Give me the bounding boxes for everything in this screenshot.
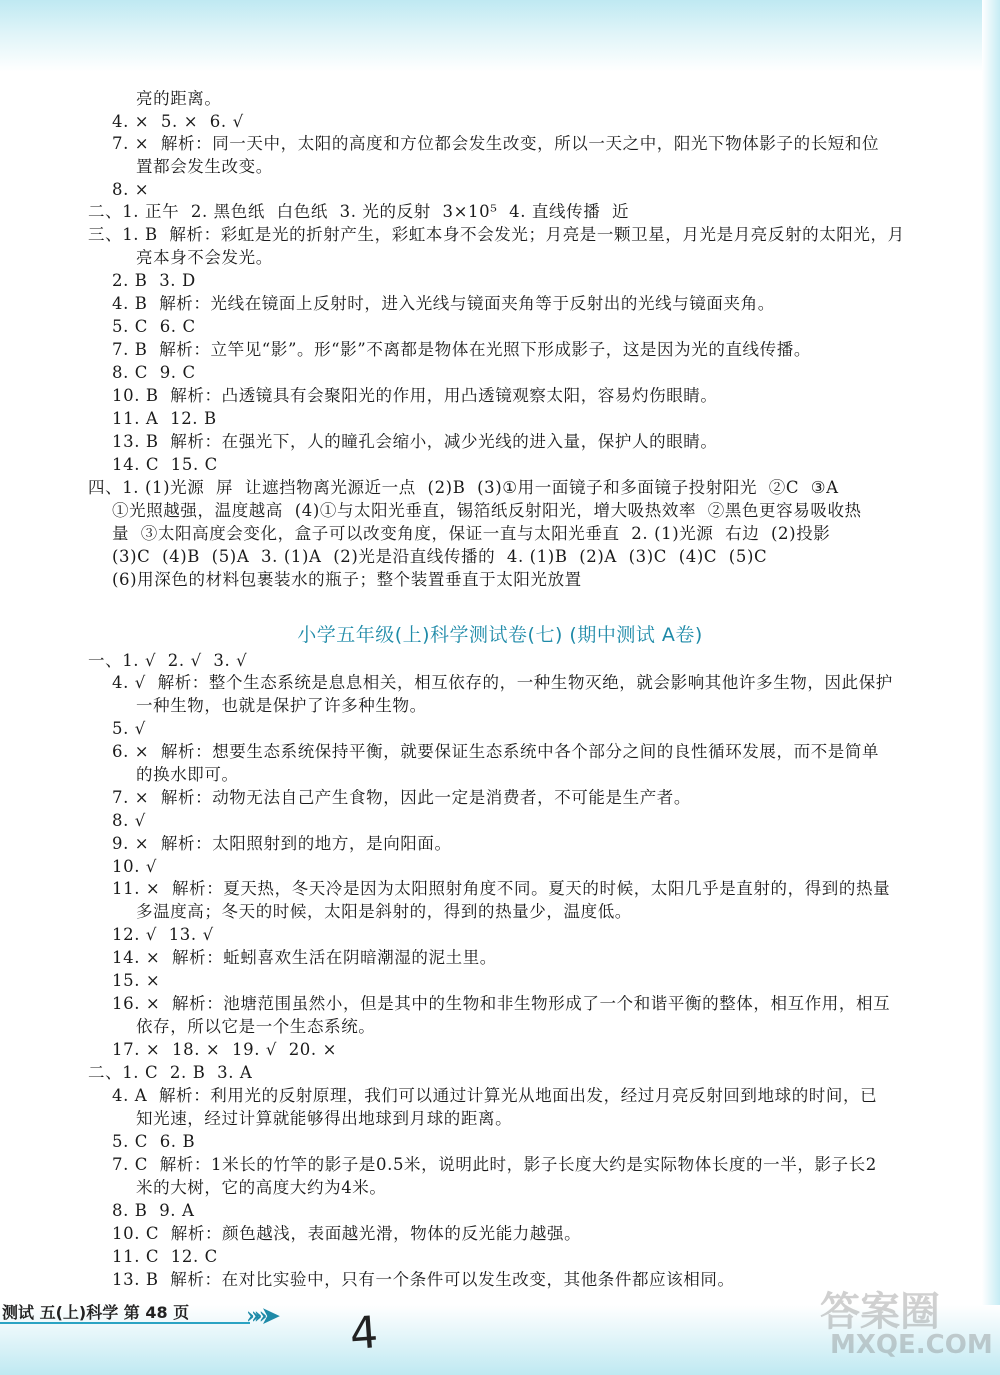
answer-line: 10. √ <box>112 857 157 876</box>
answer-line: 11. C 12. C <box>112 1247 218 1266</box>
answer-line: 依存，所以它是一个生态系统。 <box>136 1017 376 1036</box>
arrow-icon: »»➤ <box>246 1303 274 1329</box>
answer-line: 11. A 12. B <box>112 409 217 428</box>
answer-line: 的换水即可。 <box>136 765 239 784</box>
answer-line: 4. × 5. × 6. √ <box>112 112 244 131</box>
answer-line: 5. C 6. B <box>112 1132 196 1151</box>
answer-line: 7. × 解析：动物无法自己产生食物，因此一定是消费者，不可能是生产者。 <box>112 788 692 807</box>
answer-line: 4. A 解析：利用光的反射原理，我们可以通过计算光从地面出发，经过月亮反射回到地球的时间，已 <box>112 1086 878 1105</box>
answer-line: 8. C 9. C <box>112 363 196 382</box>
answer-line: (3)C (4)B (5)A 3. (1)A (2)光是沿直线传播的 4. (1)B (2)A (3)C (4)C (5)C <box>112 547 768 566</box>
answer-line: 12. √ 13. √ <box>112 925 214 944</box>
answer-line: 二、1. 正午 2. 黑色纸 白色纸 3. 光的反射 3×10⁵ 4. 直线传播 近 <box>88 202 630 221</box>
answer-line: 8. √ <box>112 811 146 830</box>
page-footer: 测试 五(上)科学 第 48 页 <box>2 1303 190 1322</box>
answer-line: 四、1. (1)光源 屏 让遮挡物离光源近一点 (2)B (3)①用一面镜子和多面镜子投射阳光 ②C ③A <box>88 478 839 497</box>
answer-line: 8. × <box>112 180 150 199</box>
answer-line: 17. × 18. × 19. √ 20. × <box>112 1040 337 1059</box>
answer-line: 8. B 9. A <box>112 1201 195 1220</box>
answer-line: 多温度高；冬天的时候，太阳是斜射的，得到的热量少，温度低。 <box>136 902 632 921</box>
watermark-logo: 答案圈 <box>820 1289 940 1335</box>
answer-line: 三、1. B 解析：彩虹是光的折射产生，彩虹本身不会发光；月亮是一颗卫星，月光是月亮反射的太阳光，月 <box>88 225 905 244</box>
answer-line: 9. × 解析：太阳照射到的地方，是向阳面。 <box>112 834 452 853</box>
answer-line: 15. × <box>112 971 161 990</box>
answer-line: 知光速，经过计算就能够得出地球到月球的距离。 <box>136 1109 513 1128</box>
answer-line: 6. × 解析：想要生态系统保持平衡，就要保证生态系统中各个部分之间的良性循环发展，而不是简单 <box>112 742 880 761</box>
answer-line: 14. × 解析：蚯蚓喜欢生活在阴暗潮湿的泥土里。 <box>112 948 497 967</box>
handwritten-mark: 4 <box>348 1307 380 1360</box>
section-title: 小学五年级(上)科学测试卷(七) (期中测试 A卷) <box>297 624 703 646</box>
answer-line: 7. C 解析：1米长的竹竿的影子是0.5米，说明此时，影子长度大约是实际物体长度的一半，影子长2 <box>112 1155 877 1174</box>
answer-line: ①光照越强，温度越高 (4)①与太阳光垂直，锡箔纸反射阳光，增大吸热效率 ②黑色更容易吸收热 <box>112 501 862 520</box>
answer-line: 一、1. √ 2. √ 3. √ <box>88 651 248 670</box>
answer-line: 11. × 解析：夏天热，冬天冷是因为太阳照射角度不同。夏天的时候，太阳几乎是直射的，得到的热量 <box>112 879 891 898</box>
answer-line: 2. B 3. D <box>112 271 196 290</box>
answer-line: (6)用深色的材料包裹装水的瓶子；整个装置垂直于太阳光放置 <box>112 570 582 589</box>
answer-line: 5. C 6. C <box>112 317 196 336</box>
answer-line: 亮的距离。 <box>136 89 222 108</box>
answer-line: 一种生物，也就是保护了许多种生物。 <box>136 696 427 715</box>
answer-line: 10. B 解析：凸透镜具有会聚阳光的作用，用凸透镜观察太阳，容易灼伤眼睛。 <box>112 386 718 405</box>
answer-line: 量 ③太阳高度会变化，盒子可以改变角度，保证一直与太阳光垂直 2. (1)光源 右边 (2)投影 <box>112 524 831 543</box>
answer-line: 二、1. C 2. B 3. A <box>88 1063 253 1082</box>
answer-line: 7. × 解析：同一天中，太阳的高度和方位都会发生改变，所以一天之中，阳光下物体影子的长短和位 <box>112 134 880 153</box>
answer-line: 13. B 解析：在强光下，人的瞳孔会缩小，减少光线的进入量，保护人的眼睛。 <box>112 432 718 451</box>
answer-line: 亮本身不会发光。 <box>136 248 273 267</box>
answer-line: 米的大树，它的高度大约为4米。 <box>136 1178 387 1197</box>
footer-divider <box>0 1322 250 1324</box>
top-decorative-band <box>0 0 1000 72</box>
answer-line: 置都会发生改变。 <box>136 157 273 176</box>
answer-line: 10. C 解析：颜色越浅，表面越光滑，物体的反光能力越强。 <box>112 1224 582 1243</box>
watermark-url: MXQE.COM <box>830 1330 993 1360</box>
answer-line: 4. √ 解析：整个生态系统是息息相关，相互依存的，一种生物灭绝，就会影响其他许多生物，因此保护 <box>112 673 893 692</box>
answer-line: 7. B 解析：立竿见“影”。形“影”不离都是物体在光照下形成影子，这是因为光的直线传播。 <box>112 340 811 359</box>
answer-line: 14. C 15. C <box>112 455 218 474</box>
answer-line: 4. B 解析：光线在镜面上反射时，进入光线与镜面夹角等于反射出的光线与镜面夹角。 <box>112 294 775 313</box>
answer-line: 5. √ <box>112 719 146 738</box>
answer-line: 13. B 解析：在对比实验中，只有一个条件可以发生改变，其他条件都应该相同。 <box>112 1270 735 1289</box>
answer-line: 16. × 解析：池塘范围虽然小，但是其中的生物和非生物形成了一个和谐平衡的整体，相互作用，相互 <box>112 994 891 1013</box>
